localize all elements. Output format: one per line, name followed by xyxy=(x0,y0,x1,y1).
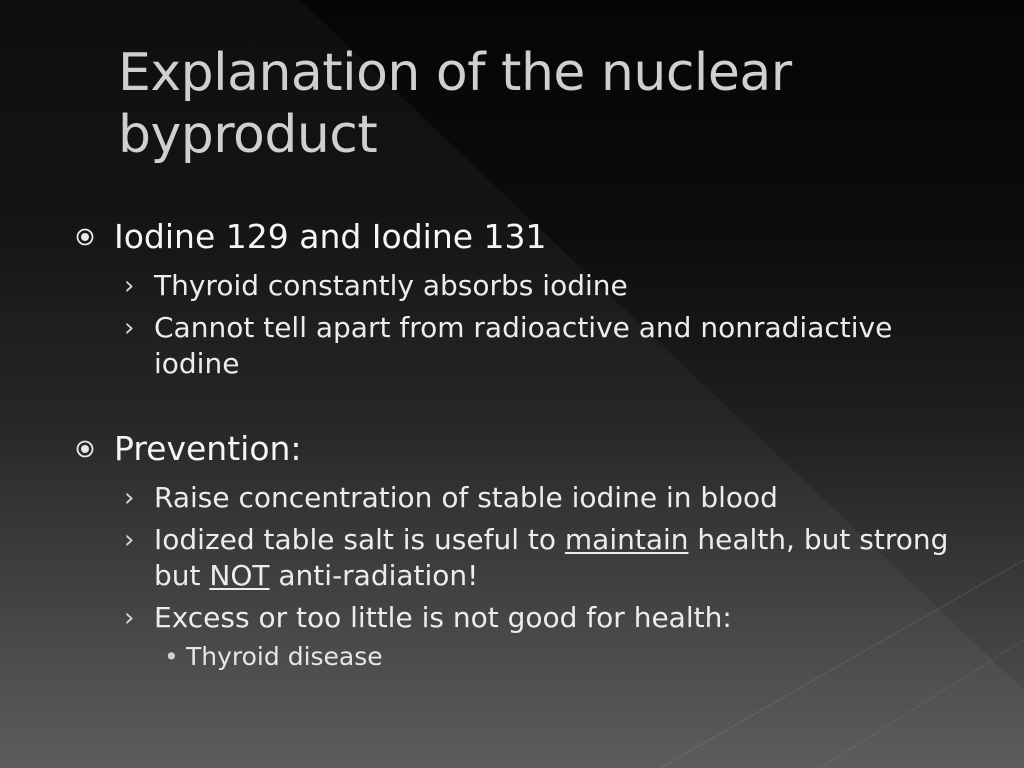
circle-dot-bullet-icon xyxy=(76,228,94,246)
chevron-right-icon: › xyxy=(124,271,135,301)
section-heading-prevention xyxy=(72,428,972,470)
section-heading-text: Prevention: xyxy=(114,429,302,468)
list-item-text: Cannot tell apart from radioactive and nonradiactive iodine xyxy=(154,311,893,380)
list-item xyxy=(72,268,972,304)
chevron-right-icon: › xyxy=(124,603,135,633)
sub-list-item xyxy=(72,640,972,674)
text-segment: anti-radiation! xyxy=(269,559,479,592)
chevron-right-icon: › xyxy=(124,483,135,513)
slide-content xyxy=(72,216,972,674)
list-item-text: Raise concentration of stable iodine in blood xyxy=(154,481,778,514)
section-heading-iodine xyxy=(72,216,972,258)
list-item-text xyxy=(154,523,948,592)
list-item xyxy=(72,600,972,636)
sub-list-item-text: Thyroid disease xyxy=(186,642,383,671)
text-segment: Iodized table salt is useful to xyxy=(154,523,565,556)
circle-dot-bullet-icon xyxy=(76,440,94,458)
section-heading-text: Iodine 129 and Iodine 131 xyxy=(114,217,547,256)
chevron-right-icon: › xyxy=(124,313,135,343)
list-item-text: Thyroid constantly absorbs iodine xyxy=(154,269,628,302)
chevron-right-icon: › xyxy=(124,525,135,555)
list-item xyxy=(72,310,972,382)
emphasis-maintain: maintain xyxy=(564,523,689,556)
list-item-text: Excess or too little is not good for health: xyxy=(154,601,732,634)
list-item xyxy=(72,522,972,594)
small-dot-icon: • xyxy=(164,642,179,671)
list-item xyxy=(72,480,972,516)
text-segment: health, but strong but xyxy=(154,523,949,592)
slide-title: Explanation of the nuclear byproduct xyxy=(118,43,792,165)
emphasis-not: NOT xyxy=(209,559,270,592)
